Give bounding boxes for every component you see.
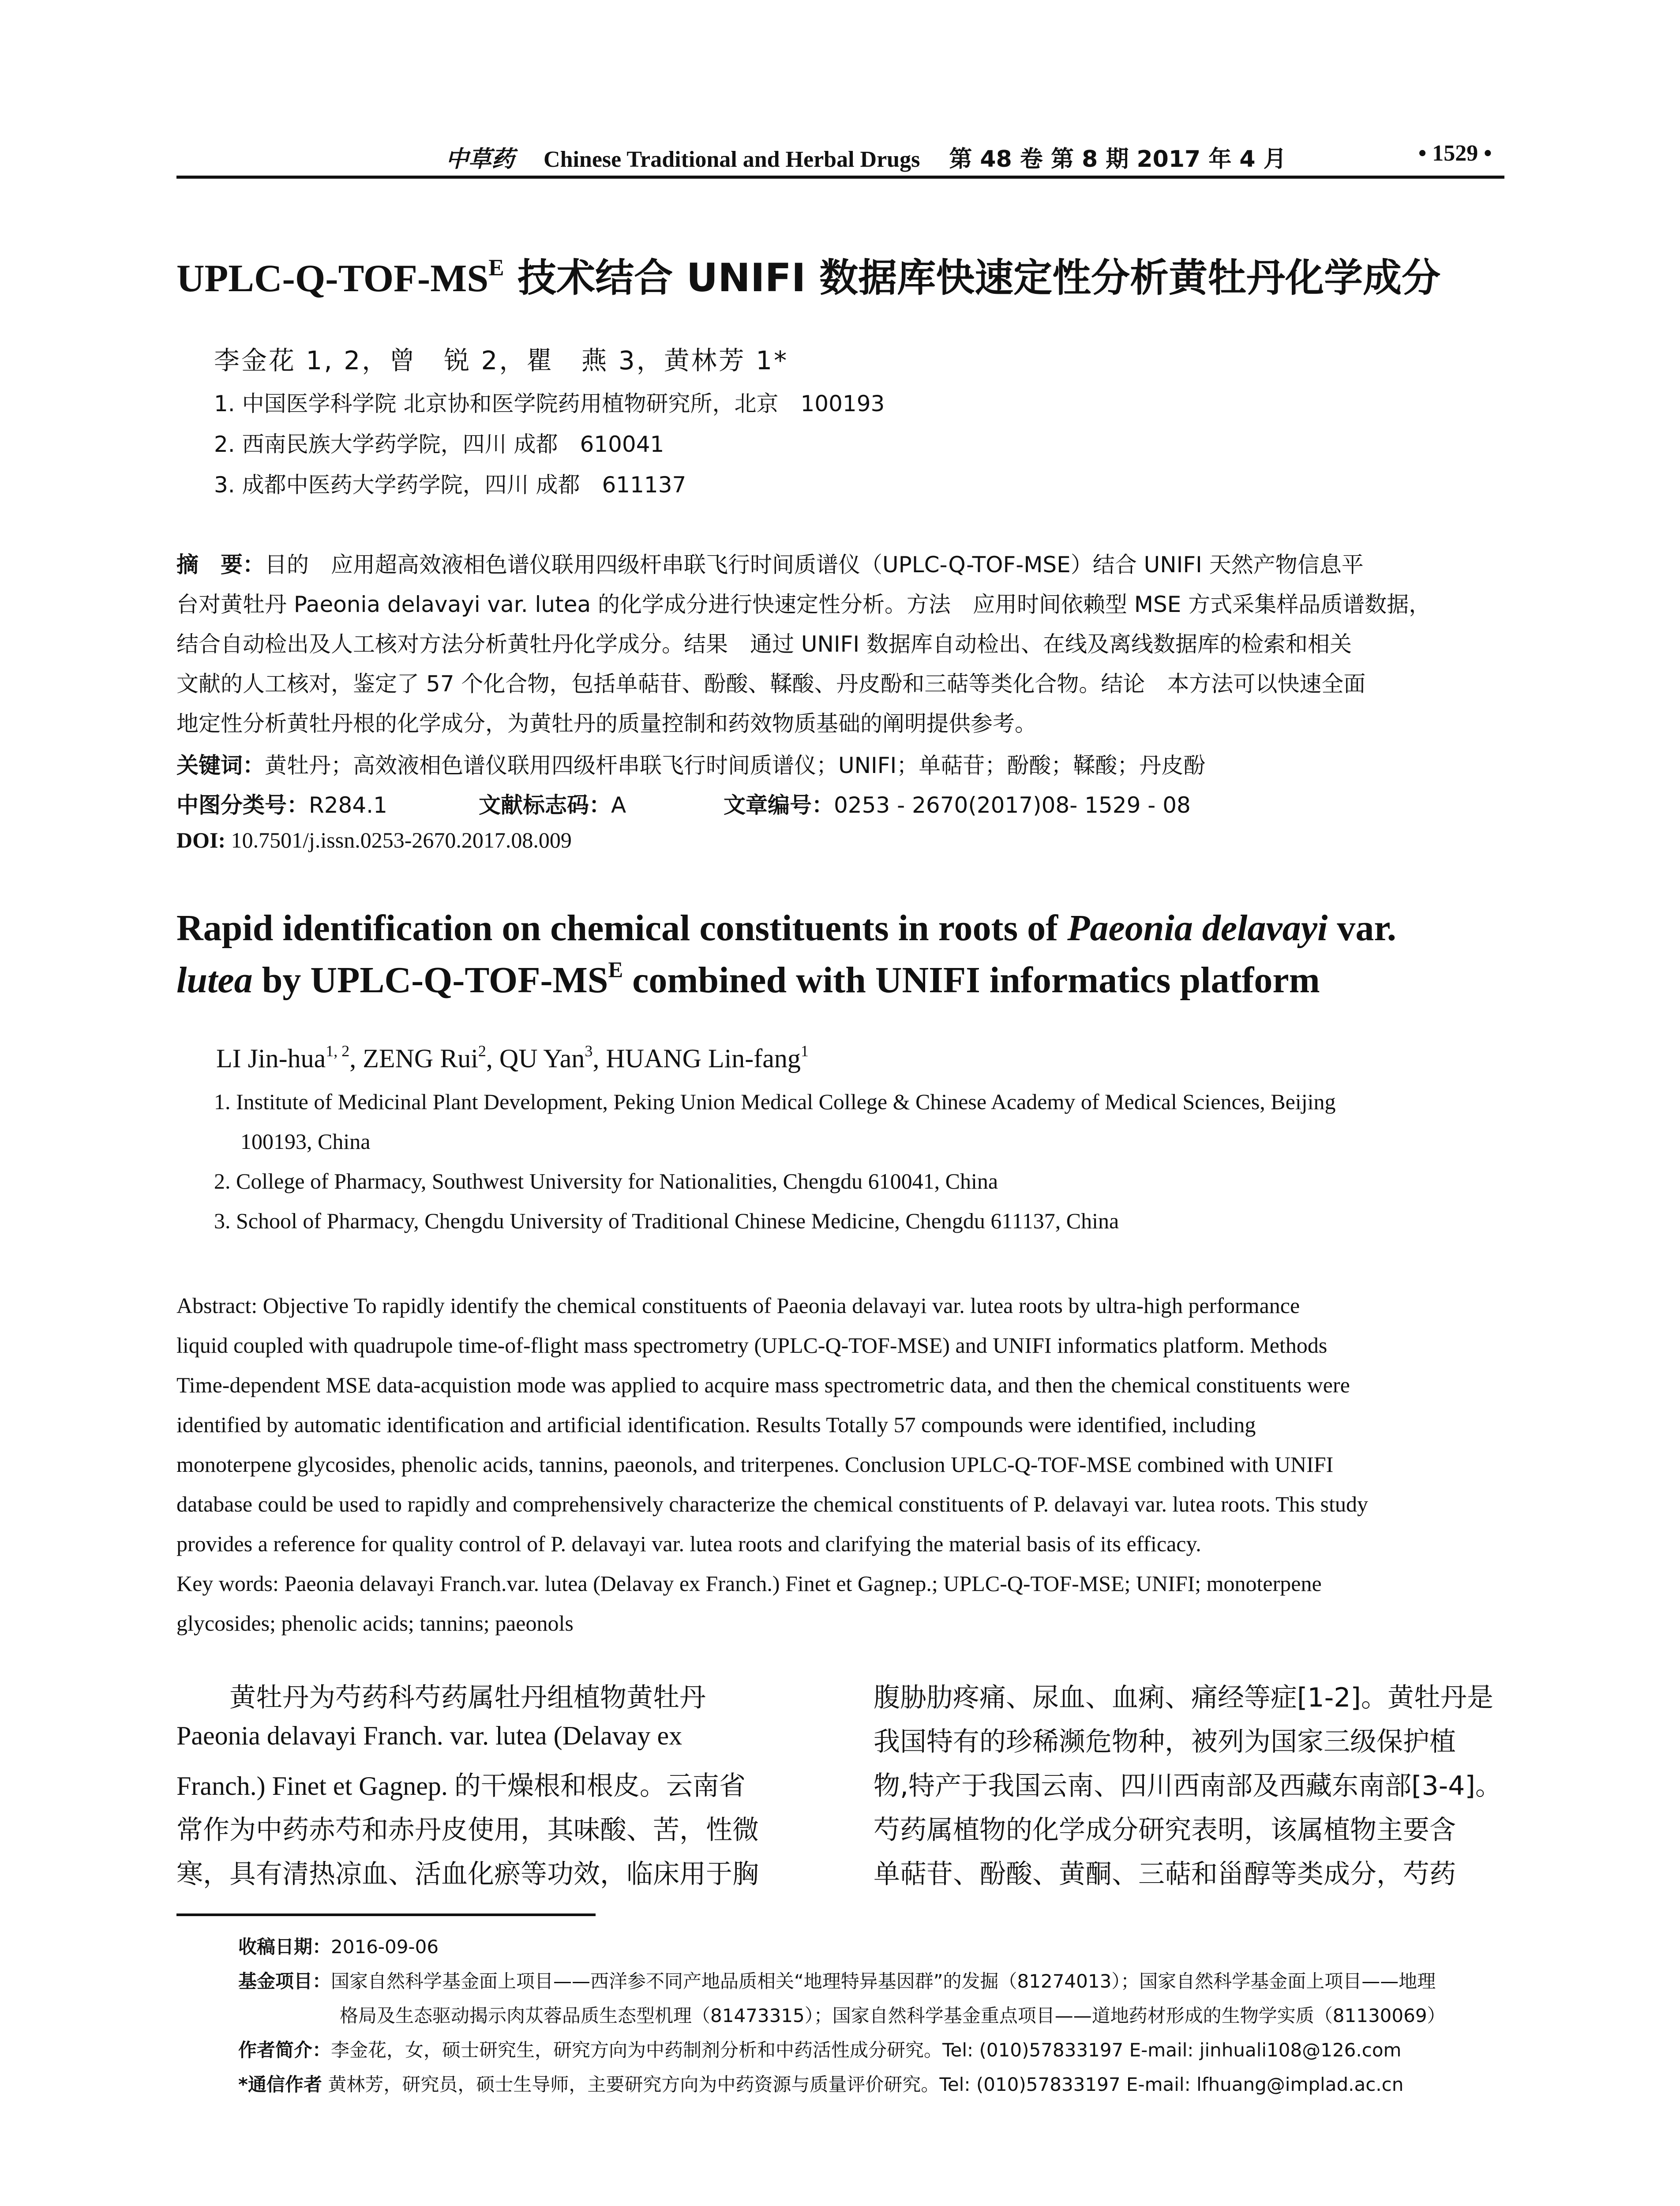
title-en-line-1 bbox=[176, 902, 1396, 954]
author-en-3-sup: 3 bbox=[585, 1042, 593, 1060]
doi-value: 10.7501/j.issn.0253-2670.2017.08.009 bbox=[225, 828, 572, 852]
title-en-sup: E bbox=[608, 957, 623, 982]
body-right-line-4: 芍药属植物的化学成分研究表明，该属植物主要含 bbox=[874, 1815, 1456, 1846]
doi-label: DOI: bbox=[176, 828, 226, 852]
title-en-2b: by UPLC-Q-TOF-MS bbox=[252, 960, 608, 1001]
abstract-en-line-3: Time-dependent MSE data-acquistion mode was applied to acquire mass spectrometric data, and then the chemical constituents were bbox=[176, 1373, 1350, 1397]
abstract-cn-line-5: 地定性分析黄牡丹根的化学成分，为黄牡丹的质量控制和药效物质基础的阐明提供参考。 bbox=[176, 711, 1037, 736]
article-number bbox=[724, 788, 1191, 819]
running-header bbox=[446, 140, 1286, 173]
abstract-en-line-2: liquid coupled with quadrupole time-of-flight mass spectrometry (UPLC-Q-TOF-MSE) and UNIFI informatics platform. Methods bbox=[176, 1333, 1328, 1358]
footnote-funding bbox=[238, 1967, 1436, 1993]
abstract-cn-line-3: 结合自动检出及人工核对方法分析黄牡丹化学成分。结果 通过 UNIFI 数据库自动检出、在线及离线数据库的检索和相关 bbox=[176, 631, 1352, 657]
title-en-line-2 bbox=[176, 954, 1396, 1006]
author-en-2: , ZENG Rui bbox=[349, 1044, 478, 1073]
doi bbox=[176, 827, 572, 853]
art-label: 文章编号： bbox=[724, 792, 834, 818]
body-left-line-3: Franch.) Finet et Gagnep. 的干燥根和根皮。云南省 bbox=[176, 1771, 746, 1801]
footnote-received-text: 2016-09-06 bbox=[331, 1936, 439, 1958]
authors-en bbox=[216, 1043, 809, 1074]
footnote-corresponding-label: *通信作者 bbox=[238, 2074, 322, 2095]
author-en-1: LI Jin-hua bbox=[216, 1044, 326, 1073]
footnote-author-label: 作者简介： bbox=[238, 2039, 331, 2061]
footnote-funding-text: 国家自然科学基金面上项目——西洋参不同产地品质相关“地理特异基因群”的发掘（81274013）；国家自然科学基金面上项目——地理 bbox=[331, 1970, 1436, 1992]
footnote-author-text: 李金花，女，硕士研究生，研究方向为中药制剂分析和中药活性成分研究。Tel: (010)57833197 E-mail: jinhuali108@126.com bbox=[331, 2039, 1402, 2061]
abstract-cn-label: 摘 要： bbox=[176, 552, 265, 578]
body-left-line-2: Paeonia delavayi Franch. var. lutea (Delavay ex bbox=[176, 1721, 682, 1750]
footnote-corresponding-text: 黄林芳，研究员，硕士生导师，主要研究方向为中药资源与质量评价研究。Tel: (010)57833197 E-mail: lfhuang@implad.ac.cn bbox=[322, 2074, 1404, 2095]
title-en-1b: Paeonia delavayi bbox=[1067, 908, 1328, 949]
clc-value: R284.1 bbox=[309, 792, 387, 818]
page-number: • 1529 • bbox=[1418, 141, 1492, 166]
authors-cn: 李金花 1, 2，曾 锐 2，瞿 燕 3，黄林芳 1* bbox=[214, 345, 789, 375]
footnote-corresponding bbox=[238, 2070, 1403, 2097]
classification-row bbox=[176, 788, 387, 819]
keywords-cn-text: 黄牡丹；高效液相色谱仪联用四级杆串联飞行时间质谱仪；UNIFI；单萜苷；酚酸；鞣酸；丹皮酚 bbox=[265, 753, 1206, 778]
title-cn-sup: E bbox=[488, 255, 504, 281]
author-en-4: , HUANG Lin-fang bbox=[592, 1044, 801, 1073]
doc-label: 文献标志码： bbox=[479, 792, 611, 818]
abstract-cn-line-1 bbox=[176, 547, 1504, 579]
journal-name-cn: 中草药 bbox=[446, 146, 515, 173]
author-en-4-sup: 1 bbox=[800, 1042, 809, 1060]
author-en-3: , QU Yan bbox=[486, 1044, 585, 1073]
journal-issue: 第 48 卷 第 8 期 2017 年 4 月 bbox=[949, 146, 1286, 173]
footnote-funding-cont: 格局及生态驱动揭示肉苁蓉品质生态型机理（81473315）；国家自然科学基金重点项目——道地药材形成的生物学实质（81130069） bbox=[340, 2005, 1446, 2026]
abstract-en-line-5: monoterpene glycosides, phenolic acids, tannins, paeonols, and triterpenes. Conclusion UPLC-Q-TOF-MSE combined with UNIFI bbox=[176, 1452, 1334, 1477]
title-en-2a: lutea bbox=[176, 960, 253, 1001]
body-right-line-5: 单萜苷、酚酸、黄酮、三萜和甾醇等类成分，芍药 bbox=[874, 1859, 1456, 1890]
body-right-line-1: 腹胁肋疼痛、尿血、血痢、痛经等症[1-2]。黄牡丹是 bbox=[874, 1682, 1493, 1713]
footnote-received-label: 收稿日期： bbox=[238, 1936, 331, 1958]
title-en-1a: Rapid identification on chemical constituents in roots of bbox=[176, 908, 1068, 949]
affiliation-en-2: 2. College of Pharmacy, Southwest University for Nationalities, Chengdu 610041, China bbox=[214, 1169, 998, 1193]
footnote-received bbox=[238, 1932, 439, 1959]
title-cn-part2: 技术结合 UNIFI 数据库快速定性分析黄牡丹化学成分 bbox=[504, 255, 1441, 300]
affiliation-cn-1: 1. 中国医学科学院 北京协和医学院药用植物研究所，北京 100193 bbox=[214, 391, 885, 416]
title-cn-part1: UPLC-Q-TOF-MS bbox=[176, 257, 489, 300]
body-left-line-5: 寒，具有清热凉血、活血化瘀等功效，临床用于胸 bbox=[176, 1859, 759, 1890]
abstract-en-line-1: Abstract: Objective To rapidly identify the chemical constituents of Paeonia delavayi var. lutea roots by ultra-high performance bbox=[176, 1293, 1300, 1318]
author-en-1-sup: 1, 2 bbox=[326, 1042, 350, 1060]
abstract-en-line-4: identified by automatic identification and artificial identification. Results Totally 57 compounds were identified, including bbox=[176, 1412, 1256, 1437]
body-left-line-1: 黄牡丹为芍药科芍药属牡丹组植物黄牡丹 bbox=[176, 1682, 706, 1713]
keywords-en-line-2: glycosides; phenolic acids; tannins; paeonols bbox=[176, 1611, 574, 1636]
body-left-line-4: 常作为中药赤芍和赤丹皮使用，其味酸、苦，性微 bbox=[176, 1815, 759, 1846]
keywords-cn bbox=[176, 748, 1205, 780]
art-value: 0253 - 2670(2017)08- 1529 - 08 bbox=[834, 792, 1191, 818]
footnote-funding-label: 基金项目： bbox=[238, 1970, 331, 1992]
doc-value: A bbox=[611, 792, 626, 818]
abstract-en-line-7: provides a reference for quality control of P. delavayi var. lutea roots and clarifying the material basis of its efficacy. bbox=[176, 1531, 1201, 1556]
affiliation-cn-3: 3. 成都中医药大学药学院，四川 成都 611137 bbox=[214, 472, 686, 498]
abstract-en-line-6: database could be used to rapidly and comprehensively characterize the chemical constituents of P. delavayi var. lutea roots. This study bbox=[176, 1492, 1369, 1516]
footnote-rule bbox=[176, 1913, 596, 1916]
title-cn bbox=[176, 247, 1440, 303]
abstract-cn-line-4: 文献的人工核对，鉴定了 57 个化合物，包括单萜苷、酚酸、鞣酸、丹皮酚和三萜等类化合物。结论 本方法可以快速全面 bbox=[176, 671, 1366, 697]
abstract-cn-line-2: 台对黄牡丹 Paeonia delavayi var. lutea 的化学成分进行快速定性分析。方法 应用时间依赖型 MSE 方式采集样品质谱数据， bbox=[176, 592, 1431, 617]
title-en bbox=[176, 902, 1396, 1006]
doc-code bbox=[479, 788, 626, 819]
keywords-en-line-1: Key words: Paeonia delavayi Franch.var. lutea (Delavay ex Franch.) Finet et Gagnep.; UPLC-Q-TOF-MSE; UNIFI; monoterpene bbox=[176, 1571, 1322, 1596]
title-en-1c: var. bbox=[1328, 908, 1396, 949]
header-rule bbox=[176, 176, 1504, 179]
author-en-2-sup: 2 bbox=[478, 1042, 486, 1060]
title-en-2c: combined with UNIFI informatics platform bbox=[623, 960, 1320, 1001]
body-right-line-2: 我国特有的珍稀濒危物种，被列为国家三级保护植 bbox=[874, 1726, 1456, 1757]
affiliation-en-3: 3. School of Pharmacy, Chengdu University of Traditional Chinese Medicine, Chengdu 611137, China bbox=[214, 1208, 1119, 1233]
abstract-cn-text-1: 目的 应用超高效液相色谱仪联用四级杆串联飞行时间质谱仪（UPLC-Q-TOF-MSE）结合 UNIFI 天然产物信息平 bbox=[265, 552, 1364, 578]
body-right-line-3: 物,特产于我国云南、四川西南部及西藏东南部[3-4]。 bbox=[874, 1771, 1502, 1801]
keywords-cn-label: 关键词： bbox=[176, 753, 265, 778]
affiliation-cn-2: 2. 西南民族大学药学院，四川 成都 610041 bbox=[214, 431, 664, 457]
clc-label: 中图分类号： bbox=[176, 792, 309, 818]
journal-name-en: Chinese Traditional and Herbal Drugs bbox=[544, 147, 920, 172]
footnote-author bbox=[238, 2036, 1401, 2062]
affiliations-cn bbox=[214, 386, 885, 508]
affiliation-en-1-cont: 100193, China bbox=[240, 1129, 371, 1154]
affiliation-en-1: 1. Institute of Medicinal Plant Development, Peking Union Medical College & Chinese Academy of Medical Sciences, Beijing bbox=[214, 1089, 1336, 1114]
